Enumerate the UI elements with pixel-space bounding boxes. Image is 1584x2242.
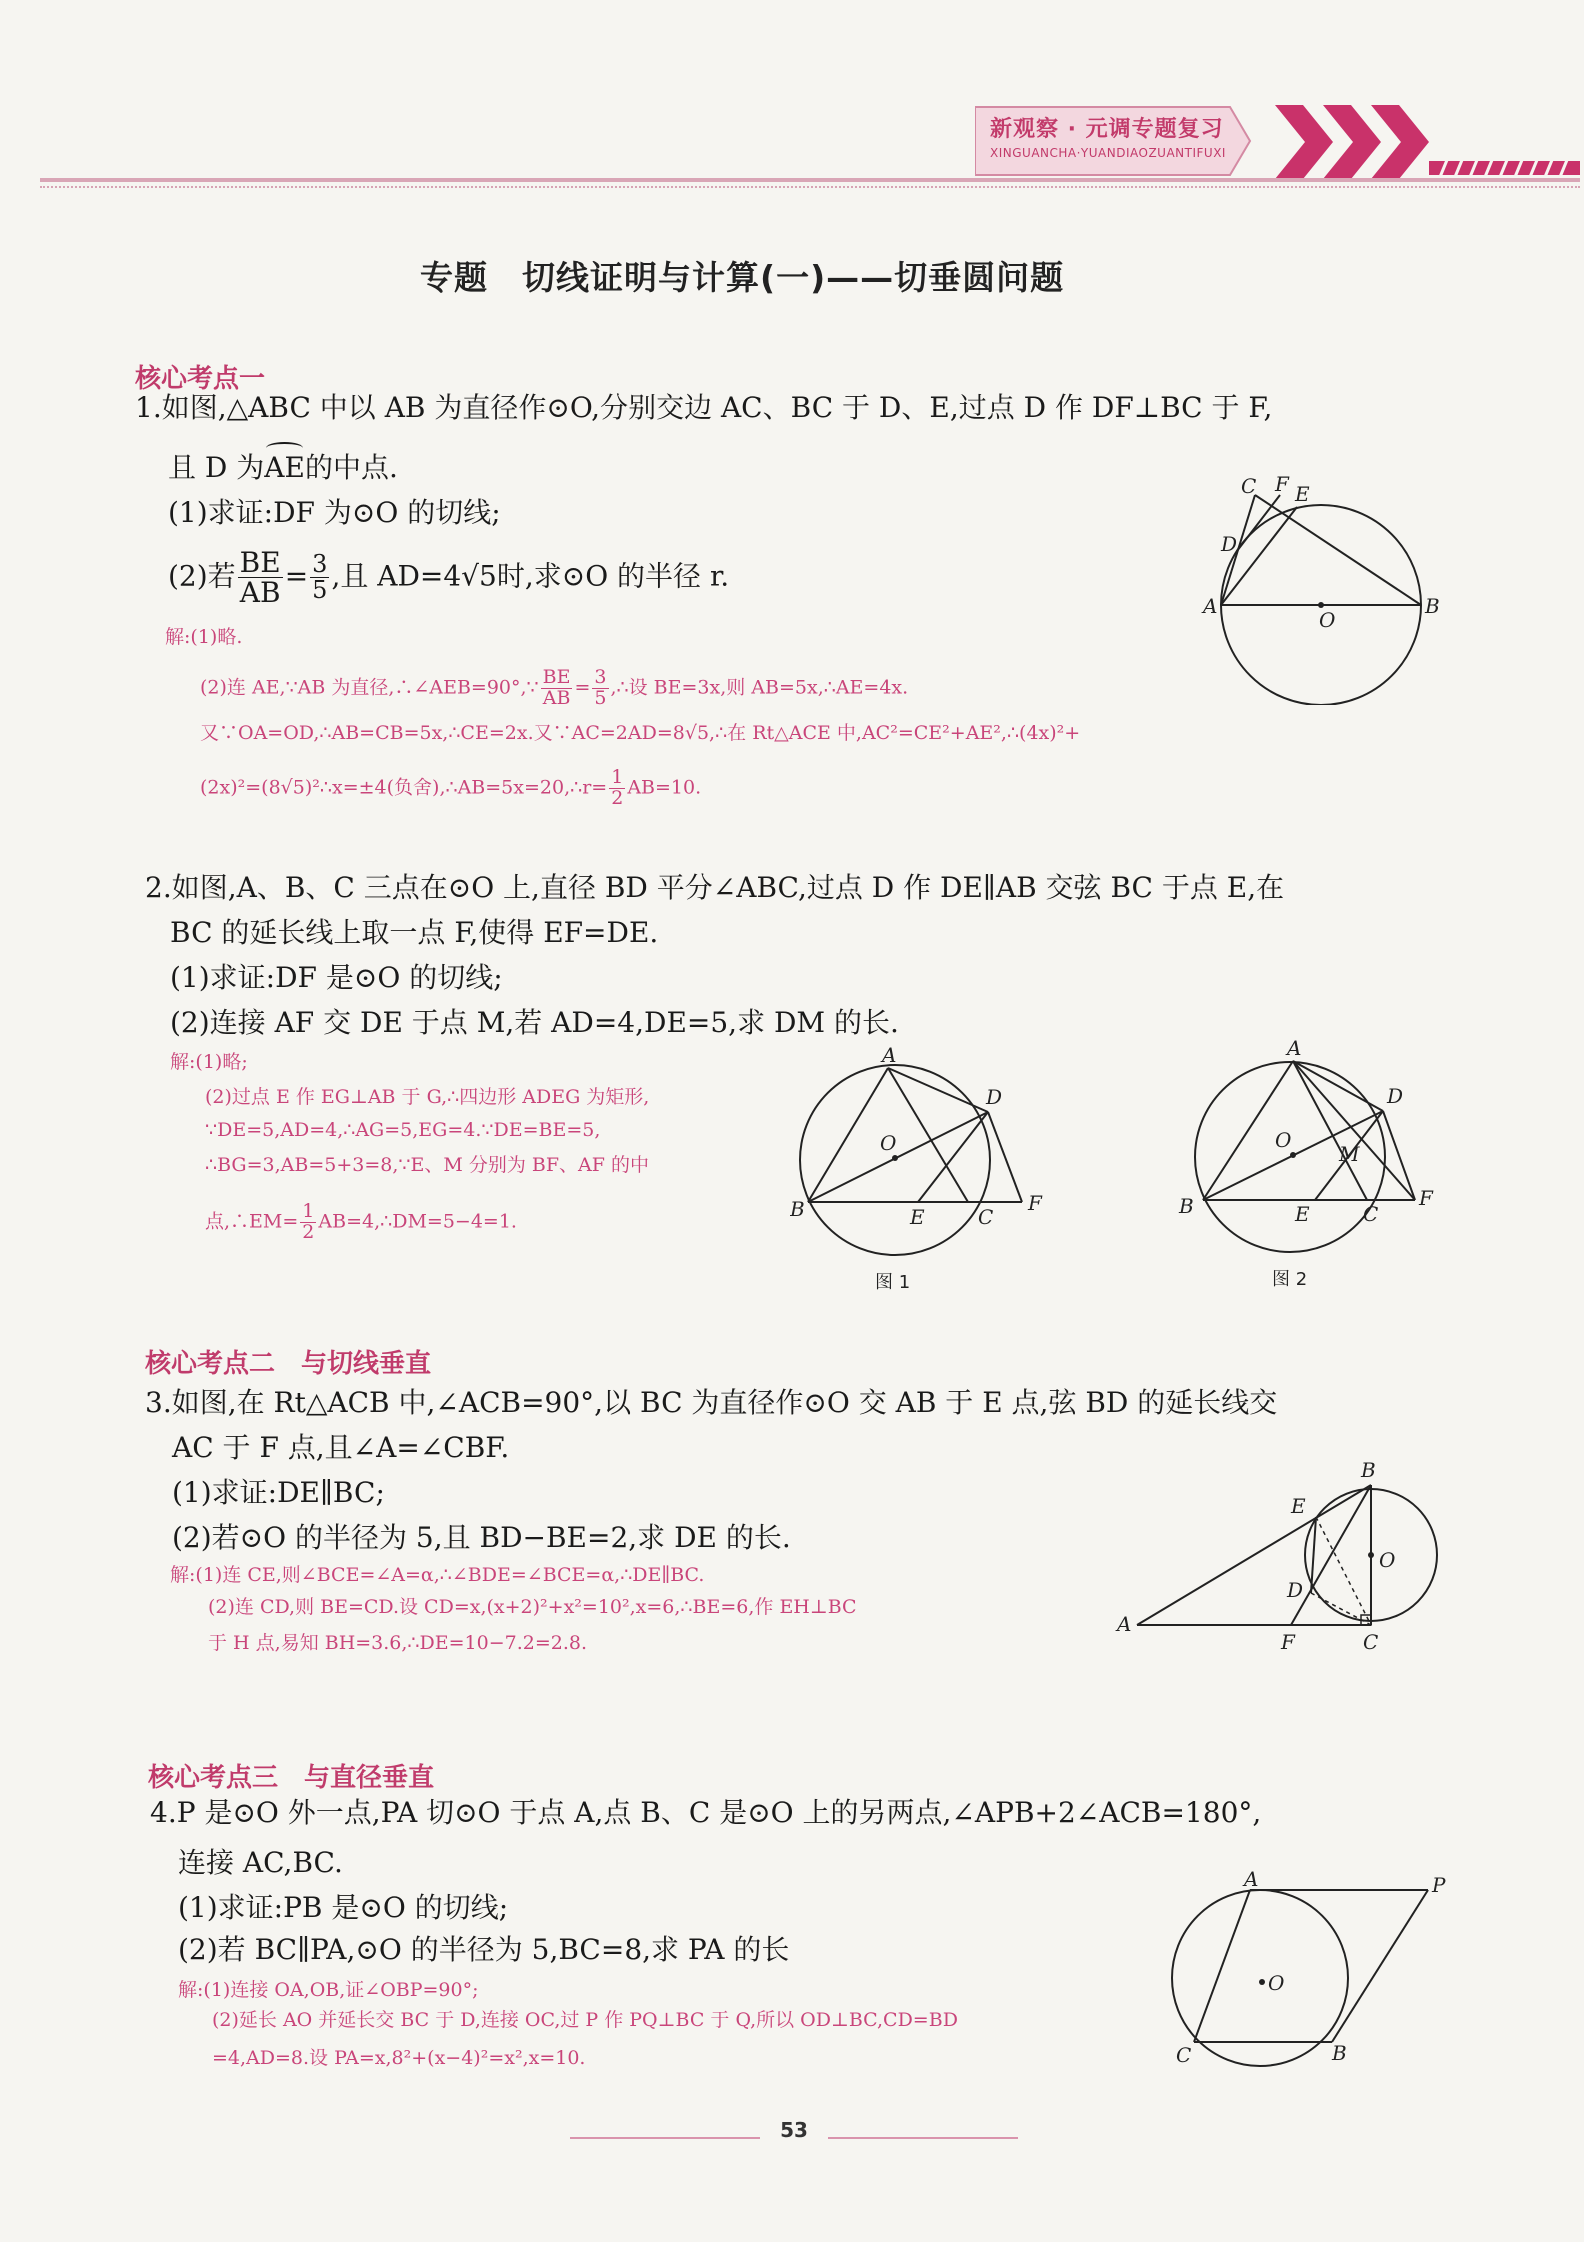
q1-s2-frac: [541, 668, 573, 709]
q2-f2-label-c: C: [1363, 1202, 1379, 1226]
q1-fig-label-d: D: [1221, 532, 1238, 556]
q1-l4a: (2)若: [168, 559, 236, 593]
q1-s4b: AB=10.: [627, 776, 702, 799]
q2-solution-5: [205, 1202, 517, 1243]
q4-line4: (2)若 BC∥PA,⊙O 的半径为 5,BC=8,求 PA 的长: [178, 1933, 790, 1966]
section-heading-1: 核心考点一: [135, 364, 266, 394]
q1-line1: 1.如图,△ABC 中以 AB 为直径作⊙O,分别交边 AC、BC 于 D、E,过点 D 作 DF⊥BC 于 F,: [135, 391, 1273, 424]
q1-solution-3: 又∵OA=OD,∴AB=CB=5x,∴CE=2x.又∵AC=2AD=8√5,∴在 Rt△ACE 中,AC²=CE²+AE²,∴(4x)²+: [200, 722, 1081, 744]
footer-rule-right: [828, 2137, 1018, 2139]
q2-figure-2: [1175, 1035, 1450, 1275]
q2-solution-4: ∴BG=3,AB=5+3=8,∵E、M 分别为 BF、AF 的中: [205, 1154, 649, 1176]
q1-line2: [168, 448, 398, 488]
section-heading-2: 核心考点二 与切线垂直: [145, 1349, 432, 1379]
q4-fig-label-o: O: [1268, 1971, 1285, 1995]
q1-line2a: 且 D 为: [168, 451, 265, 484]
q1-s4a: (2x)²=(8√5)²∴x=±4(负舍),∴AB=5x=20,∴r=: [200, 776, 608, 799]
q3-fig-label-a: A: [1117, 1612, 1132, 1636]
q4-solution-3: =4,AD=8.设 PA=x,8²+(x−4)²=x²,x=10.: [212, 2047, 586, 2069]
q1-s2b: ,∴设 BE=3x,则 AB=5x,∴AE=4x.: [610, 676, 909, 699]
q1-s2eq: =: [574, 676, 591, 699]
q1-l4b: ,且 AD=4√5时,求⊙O 的半径 r.: [331, 559, 730, 593]
q4-line1: 4.P 是⊙O 外一点,PA 切⊙O 于点 A,点 B、C 是⊙O 上的另两点,∠APB+2∠ACB=180°,: [150, 1796, 1262, 1829]
q3-solution-1: 解:(1)连 CE,则∠BCE=∠A=α,∴∠BDE=∠BCE=α,∴DE∥BC.: [170, 1564, 705, 1586]
q2-line4: (2)连接 AF 交 DE 于点 M,若 AD=4,DE=5,求 DM 的长.: [170, 1006, 899, 1039]
q2-figure-2-caption: 图 2: [1272, 1269, 1308, 1290]
q1-s4-frac-num: 1: [611, 766, 624, 788]
q3-line1: 3.如图,在 Rt△ACB 中,∠ACB=90°,以 BC 为直径作⊙O 交 AB 于 E 点,弦 BD 的延长线交: [145, 1386, 1278, 1419]
q4-fig-label-c: C: [1176, 2043, 1192, 2067]
q1-figure: [1195, 475, 1445, 705]
q1-line2b: 的中点.: [304, 451, 398, 484]
q2-solution-1: 解:(1)略;: [170, 1051, 248, 1073]
q1-line4: [168, 548, 729, 608]
q1-frac-3-5: [310, 552, 329, 603]
q1-s2-frac2-den: 5: [594, 686, 607, 709]
q3-solution-2: (2)连 CD,则 BE=CD.设 CD=x,(x+2)²+x²=10²,x=6,∴BE=6,作 EH⊥BC: [208, 1596, 857, 1618]
header-chevrons: [1275, 105, 1580, 180]
q3-fig-label-d: D: [1287, 1578, 1304, 1602]
q1-s2-frac2-num: 3: [594, 666, 607, 688]
q1-fig-label-o: O: [1319, 608, 1336, 632]
q1-fig-label-f: F: [1275, 475, 1289, 496]
q2-f1-label-a: A: [882, 1043, 897, 1067]
q2-f1-label-f: F: [1028, 1191, 1042, 1215]
q1-frac-num: BE: [239, 546, 281, 579]
q4-line2: 连接 AC,BC.: [178, 1846, 343, 1879]
q2-f2-label-f: F: [1419, 1186, 1433, 1210]
q2-line3: (1)求证:DF 是⊙O 的切线;: [170, 961, 503, 994]
q2-line1: 2.如图,A、B、C 三点在⊙O 上,直径 BD 平分∠ABC,过点 D 作 DE∥AB 交弦 BC 于点 E,在: [145, 871, 1285, 904]
q3-line2: AC 于 F 点,且∠A=∠CBF.: [172, 1431, 510, 1464]
q4-figure: [1160, 1870, 1450, 2070]
q4-fig-label-a: A: [1244, 1870, 1259, 1891]
q3-fig-label-b: B: [1361, 1458, 1376, 1482]
q1-s4-frac-den: 2: [611, 786, 624, 809]
q3-fig-label-f: F: [1281, 1630, 1295, 1654]
q4-fig-label-b: B: [1332, 2041, 1347, 2065]
page-title: 专题 切线证明与计算(一)——切垂圆问题: [420, 258, 1065, 297]
q4-solution-2: (2)延长 AO 并延长交 BC 于 D,连接 OC,过 P 作 PQ⊥BC 于 Q,所以 OD⊥BC,CD=BD: [212, 2009, 958, 2031]
q1-fig-label-a: A: [1203, 594, 1218, 618]
q2-s5-frac-den: 2: [302, 1220, 315, 1243]
q2-f2-label-b: B: [1179, 1194, 1194, 1218]
q2-f2-label-d: D: [1387, 1084, 1404, 1108]
q2-f1-label-d: D: [986, 1085, 1003, 1109]
q2-f2-label-a: A: [1287, 1036, 1302, 1060]
q1-solution-2: [200, 668, 908, 709]
q1-frac-be-ab: [238, 548, 283, 608]
q3-fig-label-e: E: [1291, 1494, 1306, 1518]
q1-l4eq: =: [284, 559, 309, 593]
q2-f1-label-b: B: [790, 1197, 805, 1221]
q2-s5a: 点,∴EM=: [205, 1210, 299, 1233]
q2-f1-label-c: C: [978, 1205, 994, 1229]
q3-solution-3: 于 H 点,易知 BH=3.6,∴DE=10−7.2=2.8.: [208, 1632, 588, 1654]
q1-fig-label-b: B: [1425, 594, 1440, 618]
section-heading-3: 核心考点三 与直径垂直: [148, 1763, 435, 1793]
q1-arc-ae: AE: [264, 448, 305, 488]
q2-f2-label-e: E: [1295, 1202, 1310, 1226]
q2-line2: BC 的延长线上取一点 F,使得 EF=DE.: [170, 916, 659, 949]
q4-line3: (1)求证:PB 是⊙O 的切线;: [178, 1891, 509, 1924]
q1-line3: (1)求证:DF 为⊙O 的切线;: [168, 496, 501, 529]
q2-f2-label-o: O: [1275, 1128, 1292, 1152]
q1-s2-frac2: [592, 668, 608, 709]
q3-line4: (2)若⊙O 的半径为 5,且 BD−BE=2,求 DE 的长.: [172, 1521, 791, 1554]
q1-s2a: (2)连 AE,∵AB 为直径,∴∠AEB=90°,∵: [200, 676, 539, 699]
q1-frac2-num: 3: [312, 550, 328, 579]
q1-fig-label-e: E: [1295, 482, 1310, 506]
q2-solution-2: (2)过点 E 作 EG⊥AB 于 G,∴四边形 ADEG 为矩形,: [205, 1086, 650, 1108]
chevron-icon: [1275, 105, 1580, 180]
page-number: 53: [780, 2118, 808, 2142]
q3-figure: [1115, 1455, 1450, 1660]
q1-fig-label-c: C: [1241, 475, 1257, 498]
q2-figure-1: [790, 1040, 1060, 1280]
q2-f1-label-e: E: [910, 1205, 925, 1229]
q2-s5b: AB=4,∴DM=5−4=1.: [318, 1210, 517, 1233]
header-title: 新观察 · 元调专题复习: [990, 117, 1224, 142]
q1-solution-4: [200, 768, 701, 809]
q2-f1-label-o: O: [880, 1131, 897, 1155]
q1-solution-1: 解:(1)略.: [165, 626, 243, 648]
q2-s5-frac: [300, 1202, 316, 1243]
q2-figure-1-caption: 图 1: [875, 1272, 911, 1293]
header-dotted-rule: [40, 186, 1580, 188]
q1-frac-den: AB: [239, 576, 281, 610]
q1-frac2-den: 5: [312, 576, 328, 605]
q2-s5-frac-num: 1: [302, 1200, 315, 1222]
q3-fig-label-o: O: [1379, 1548, 1396, 1572]
q1-s2-frac-den: AB: [542, 686, 571, 709]
q3-fig-label-c: C: [1363, 1630, 1379, 1654]
q1-s4-frac: [609, 768, 625, 809]
header-rule: [40, 178, 1580, 182]
header-pinyin: XINGUANCHA·YUANDIAOZUANTIFUXI: [990, 146, 1226, 160]
q4-solution-1: 解:(1)连接 OA,OB,证∠OBP=90°;: [178, 1979, 479, 2001]
q2-solution-3: ∵DE=5,AD=4,∴AG=5,EG=4.∵DE=BE=5,: [205, 1119, 601, 1141]
footer-rule-left: [570, 2137, 760, 2139]
q1-s2-frac-num: BE: [542, 666, 571, 688]
q2-f2-label-m: M: [1339, 1142, 1360, 1166]
q4-fig-label-p: P: [1432, 1873, 1446, 1897]
q3-line3: (1)求证:DE∥BC;: [172, 1476, 385, 1509]
